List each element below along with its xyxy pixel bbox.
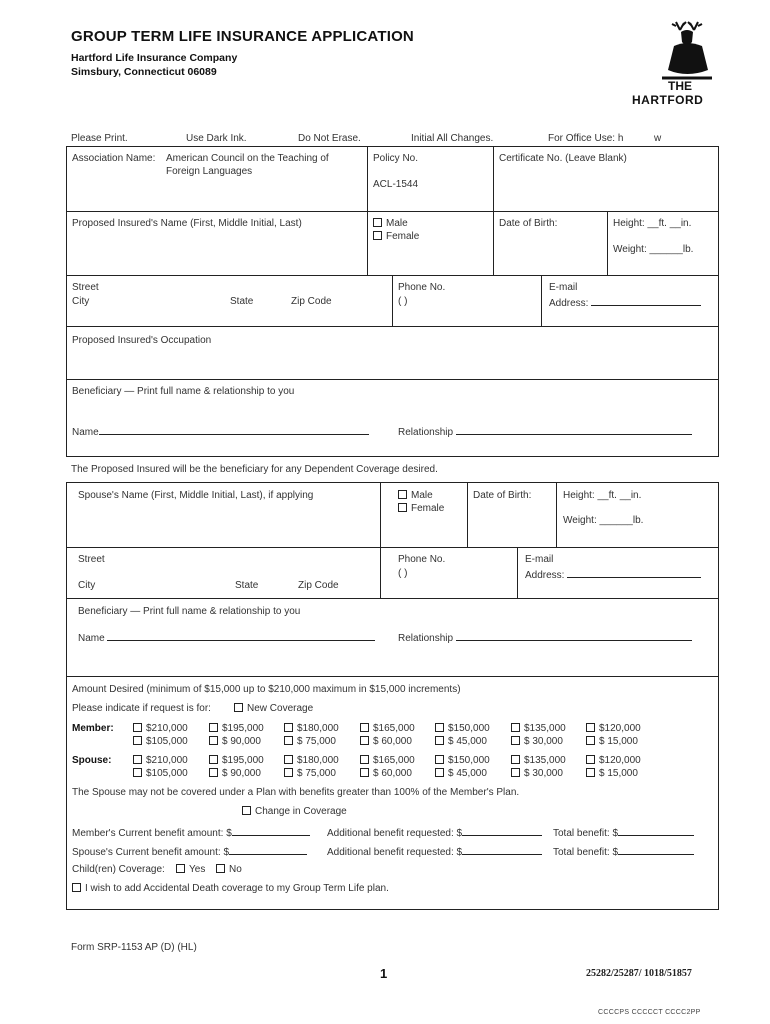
request-type-label: Please indicate if request is for: [72,703,211,714]
company-address: Simsbury, Connecticut 06089 [71,66,217,78]
spouse-female-checkbox[interactable]: Female [398,503,444,515]
spouse-male-checkbox[interactable]: Male [398,490,433,502]
insured-beneficiary-relationship-field[interactable]: Relationship [398,425,692,439]
association-value-line2: Foreign Languages [166,166,253,177]
company-name: Hartford Life Insurance Company [71,52,238,64]
spouse-dob-field[interactable]: Date of Birth: [473,490,532,501]
member-amount-option[interactable]: $180,000 [284,722,339,735]
spouse-zip-label[interactable]: Zip Code [298,580,339,591]
spouse-amount-option[interactable]: $105,000 [133,767,188,780]
new-coverage-checkbox[interactable]: New Coverage [234,703,313,715]
dependent-note: The Proposed Insured will be the beneficiary for any Dependent Coverage desired. [71,464,438,475]
spouse-weight-field[interactable]: Weight: ______lb. [563,515,644,526]
spouse-current-benefit-field[interactable]: Spouse's Current benefit amount: $ [72,845,307,859]
member-current-benefit-field[interactable]: Member's Current benefit amount: $ [72,826,310,840]
insured-beneficiary-label: Beneficiary — Print full name & relationship to you [72,386,295,397]
insured-state-label[interactable]: State [230,296,254,307]
spouse-amount-option[interactable]: $ 45,000 [435,767,487,780]
spouse-email-address-label[interactable]: Address: [525,568,701,582]
member-amount-option[interactable]: $195,000 [209,722,264,735]
logo-the: THE [668,79,692,93]
form-number: Form SRP-1153 AP (D) (HL) [71,942,197,953]
spouse-amount-option[interactable]: $ 75,000 [284,767,336,780]
insured-weight-field[interactable]: Weight: ______lb. [613,244,694,255]
insured-name-field[interactable]: Proposed Insured's Name (First, Middle Initial, Last) [72,218,302,229]
spouse-amount-option[interactable]: $210,000 [133,754,188,767]
office-use-label: For Office Use: h [548,133,624,144]
member-additional-benefit-field[interactable]: Additional benefit requested: $ [327,826,542,840]
spouse-state-label[interactable]: State [235,580,259,591]
member-amount-option[interactable]: $ 60,000 [360,735,412,748]
instruction-initial: Initial All Changes. [411,133,494,144]
spouse-total-benefit-field[interactable]: Total benefit: $ [553,845,694,859]
spouse-amount-option[interactable]: $ 15,000 [586,767,638,780]
policy-label: Policy No. [373,153,419,164]
instruction-erase: Do Not Erase. [298,133,361,144]
instruction-print: Please Print. [71,133,128,144]
spouse-phone-label[interactable]: Phone No. [398,554,446,565]
spouse-name-field[interactable]: Spouse's Name (First, Middle Initial, Last), if applying [78,490,314,501]
spouse-beneficiary-name-field[interactable]: Name [78,631,375,645]
spouse-phone-paren: ( ) [398,568,408,579]
office-use-w: w [654,133,662,144]
policy-value: ACL-1544 [373,179,419,190]
amount-desired-label: Amount Desired (minimum of $15,000 up to $210,000 maximum in $15,000 increments) [72,684,461,695]
association-label: Association Name: [72,153,156,164]
children-coverage-label: Child(ren) Coverage: [72,864,165,875]
certificate-label[interactable]: Certificate No. (Leave Blank) [499,153,627,164]
spouse-amount-option[interactable]: $180,000 [284,754,339,767]
insured-dob-field[interactable]: Date of Birth: [499,218,558,229]
insured-beneficiary-name-field[interactable]: Name [72,425,369,439]
tiny-footer-code: CCCCPS CCCCCT CCCC2PP [598,1009,701,1016]
spouse-amount-option[interactable]: $150,000 [435,754,490,767]
spouse-amount-label: Spouse: [72,755,112,766]
member-amount-option[interactable]: $210,000 [133,722,188,735]
form-code: 25282/25287/ 1018/51857 [586,968,692,979]
stag-icon [652,20,722,82]
form-title: GROUP TERM LIFE INSURANCE APPLICATION [71,28,414,45]
logo-hartford: HARTFORD [632,93,704,107]
change-coverage-checkbox[interactable]: Change in Coverage [242,806,347,818]
member-label: Member: [72,723,114,734]
accidental-death-checkbox[interactable]: I wish to add Accidental Death coverage to my Group Term Life plan. [72,883,389,895]
insured-email-label[interactable]: E-mail [549,282,578,293]
insured-male-checkbox[interactable]: Male [373,218,408,230]
spouse-street-label[interactable]: Street [78,554,105,565]
member-amount-option[interactable]: $ 15,000 [586,735,638,748]
member-amount-option[interactable]: $135,000 [511,722,566,735]
member-amount-option[interactable]: $ 90,000 [209,735,261,748]
member-total-benefit-field[interactable]: Total benefit: $ [553,826,694,840]
spouse-email-label[interactable]: E-mail [525,554,554,565]
spouse-amount-option[interactable]: $ 30,000 [511,767,563,780]
spouse-beneficiary-relationship-field[interactable]: Relationship [398,631,692,645]
member-amount-option[interactable]: $165,000 [360,722,415,735]
insured-height-field[interactable]: Height: __ft. __in. [613,218,692,229]
spouse-beneficiary-label: Beneficiary — Print full name & relationship to you [78,606,301,617]
spouse-amount-grid [133,754,653,780]
member-amount-option[interactable]: $105,000 [133,735,188,748]
hartford-stag-logo [632,20,728,112]
spouse-height-field[interactable]: Height: __ft. __in. [563,490,642,501]
insured-phone-label[interactable]: Phone No. [398,282,446,293]
insured-email-address-label[interactable]: Address: [549,296,701,310]
spouse-amount-option[interactable]: $120,000 [586,754,641,767]
instruction-ink: Use Dark Ink. [186,133,247,144]
insured-phone-paren: ( ) [398,296,408,307]
insured-street-label[interactable]: Street [72,282,99,293]
member-amount-option[interactable]: $150,000 [435,722,490,735]
page-number: 1 [380,966,388,981]
spouse-amount-option[interactable]: $165,000 [360,754,415,767]
children-yes-checkbox[interactable]: Yes [176,864,205,876]
insured-female-checkbox[interactable]: Female [373,231,419,243]
association-value-line1: American Council on the Teaching of [166,153,329,164]
insured-city-label[interactable]: City [72,296,90,307]
member-amount-option[interactable]: $ 75,000 [284,735,336,748]
insured-zip-label[interactable]: Zip Code [291,296,332,307]
spouse-additional-benefit-field[interactable]: Additional benefit requested: $ [327,845,542,859]
spouse-amount-option[interactable]: $ 60,000 [360,767,412,780]
children-no-checkbox[interactable]: No [216,864,242,876]
spouse-city-label[interactable]: City [78,580,96,591]
insured-occupation-field[interactable]: Proposed Insured's Occupation [72,335,212,346]
spouse-limit-note: The Spouse may not be covered under a Plan with benefits greater than 100% of the Member's Plan. [72,787,520,798]
spouse-amount-option[interactable]: $195,000 [209,754,264,767]
member-amount-option[interactable]: $120,000 [586,722,641,735]
member-amount-option[interactable]: $ 30,000 [511,735,563,748]
spouse-amount-option[interactable]: $ 90,000 [209,767,261,780]
spouse-amount-option[interactable]: $135,000 [511,754,566,767]
member-amount-grid [133,722,653,748]
member-amount-option[interactable]: $ 45,000 [435,735,487,748]
